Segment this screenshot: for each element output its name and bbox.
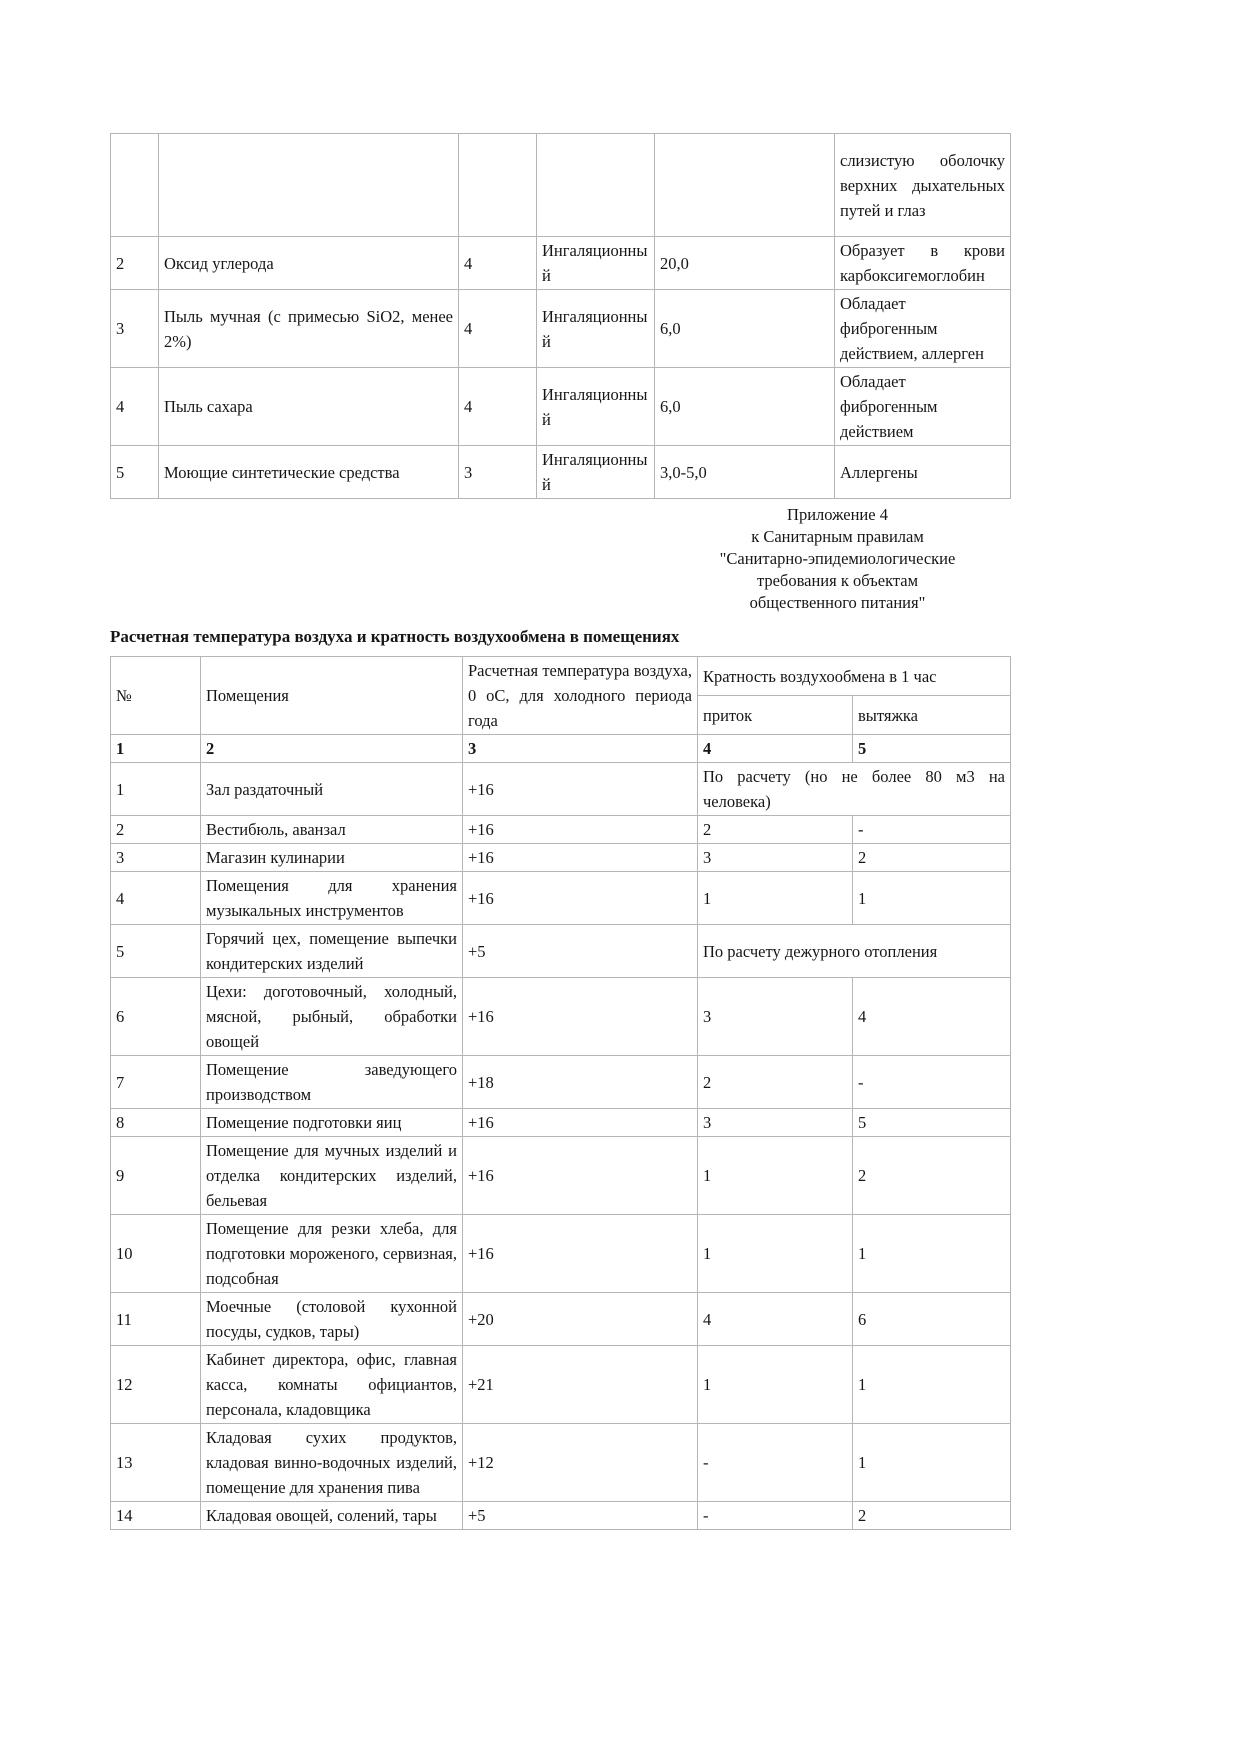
temperature-cell: +16 — [463, 763, 698, 816]
inflow-cell: 3 — [698, 844, 853, 872]
hazard-class-cell: 4 — [459, 237, 537, 290]
col-rooms-header: Помещения — [201, 657, 463, 735]
row-number-cell: 12 — [111, 1346, 201, 1424]
row-number-cell: 2 — [111, 816, 201, 844]
substance-name-cell: Пыль сахара — [159, 368, 459, 446]
column-index-cell: 4 — [698, 735, 853, 763]
column-index-cell: 5 — [853, 735, 1011, 763]
table-row — [111, 925, 1011, 978]
inflow-cell: - — [698, 1502, 853, 1530]
row-number-cell: 14 — [111, 1502, 201, 1530]
table-row — [111, 134, 1011, 237]
temperature-cell: +12 — [463, 1424, 698, 1502]
substance-name-cell: Пыль мучная (с примесью SiO2, менее 2%) — [159, 290, 459, 368]
ventilation-table — [110, 656, 1011, 1530]
exhaust-cell: 2 — [853, 1502, 1011, 1530]
row-number-cell: 5 — [111, 446, 159, 499]
page-content — [110, 133, 1010, 1530]
substance-name-cell: Оксид углерода — [159, 237, 459, 290]
exposure-route-cell: Ингаляционный — [537, 290, 655, 368]
temperature-cell: +20 — [463, 1293, 698, 1346]
row-number-cell: 11 — [111, 1293, 201, 1346]
limit-value-cell: 3,0-5,0 — [655, 446, 835, 499]
effect-cell: Обладает фиброгенным действием — [835, 368, 1011, 446]
table-row — [111, 844, 1011, 872]
appendix-line: требования к объектам — [756, 571, 919, 590]
temperature-cell: +18 — [463, 1056, 698, 1109]
temperature-cell: +16 — [463, 872, 698, 925]
temperature-cell: +16 — [463, 844, 698, 872]
substance-name-cell — [159, 134, 459, 237]
room-name-cell: Вестибюль, аванзал — [201, 816, 463, 844]
inflow-cell: 1 — [698, 1346, 853, 1424]
inflow-cell: 2 — [698, 1056, 853, 1109]
room-name-cell: Горячий цех, помещение выпечки кондитерских изделий — [201, 925, 463, 978]
temperature-cell: +5 — [463, 925, 698, 978]
exhaust-cell: 4 — [853, 978, 1011, 1056]
exposure-route-cell: Ингаляционный — [537, 237, 655, 290]
room-name-cell: Помещение для мучных изделий и отделка кондитерских изделий, бельевая — [201, 1137, 463, 1215]
inflow-cell: 4 — [698, 1293, 853, 1346]
temperature-cell: +21 — [463, 1346, 698, 1424]
exhaust-cell: 1 — [853, 1424, 1011, 1502]
room-name-cell: Кладовая сухих продуктов, кладовая винно-водочных изделий, помещение для хранения пива — [201, 1424, 463, 1502]
exhaust-cell: 6 — [853, 1293, 1011, 1346]
table-row — [111, 237, 1011, 290]
effect-cell: слизистую оболочку верхних дыхательных путей и глаз — [835, 134, 1011, 237]
merged-value-cell: По расчету (но не более 80 м3 на человека) — [698, 763, 1011, 816]
table-row — [111, 1056, 1011, 1109]
merged-value-cell: По расчету дежурного отопления — [698, 925, 1011, 978]
room-name-cell: Кабинет директора, офис, главная касса, комнаты официантов, персонала, кладовщика — [201, 1346, 463, 1424]
exposure-route-cell — [537, 134, 655, 237]
row-number-cell: 4 — [111, 872, 201, 925]
exhaust-cell: 2 — [853, 1137, 1011, 1215]
inflow-cell: 1 — [698, 872, 853, 925]
row-number-cell: 9 — [111, 1137, 201, 1215]
exhaust-cell: 1 — [853, 1346, 1011, 1424]
appendix-line: Приложение 4 — [787, 505, 888, 524]
appendix-line: "Санитарно-эпидемиологические — [719, 549, 956, 568]
exhaust-cell: 5 — [853, 1109, 1011, 1137]
exposure-route-cell: Ингаляционный — [537, 446, 655, 499]
table-row — [111, 763, 1011, 816]
exhaust-cell: 2 — [853, 844, 1011, 872]
temperature-cell: +16 — [463, 978, 698, 1056]
temperature-cell: +16 — [463, 1137, 698, 1215]
row-number-cell: 5 — [111, 925, 201, 978]
inflow-cell: 1 — [698, 1215, 853, 1293]
column-index-row — [111, 735, 1011, 763]
exhaust-cell: 1 — [853, 872, 1011, 925]
col-temperature-header: Расчетная температура воздуха, 0 оС, для холодного периода года — [463, 657, 698, 735]
temperature-cell: +16 — [463, 816, 698, 844]
hazard-class-cell: 4 — [459, 368, 537, 446]
table-row — [111, 978, 1011, 1056]
column-index-cell: 3 — [463, 735, 698, 763]
table-row — [111, 1293, 1011, 1346]
row-number-cell: 7 — [111, 1056, 201, 1109]
room-name-cell: Зал раздаточный — [201, 763, 463, 816]
room-name-cell: Цехи: доготовочный, холодный, мясной, рыбный, обработки овощей — [201, 978, 463, 1056]
temperature-cell: +5 — [463, 1502, 698, 1530]
row-number-cell: 4 — [111, 368, 159, 446]
hazard-class-cell: 3 — [459, 446, 537, 499]
hazard-class-cell: 4 — [459, 290, 537, 368]
room-name-cell: Помещение подготовки яиц — [201, 1109, 463, 1137]
limit-value-cell: 20,0 — [655, 237, 835, 290]
hazard-substances-table — [110, 133, 1011, 499]
appendix-line: к Санитарным правилам — [751, 527, 924, 546]
table-row — [111, 1109, 1011, 1137]
effect-cell: Обладает фиброгенным действием, аллерген — [835, 290, 1011, 368]
exhaust-cell: - — [853, 1056, 1011, 1109]
inflow-cell: 2 — [698, 816, 853, 844]
row-number-cell: 13 — [111, 1424, 201, 1502]
table-row — [111, 290, 1011, 368]
table-row — [111, 1424, 1011, 1502]
col-exchange-header: Кратность воздухообмена в 1 час — [698, 657, 1011, 696]
table-row — [111, 446, 1011, 499]
effect-cell: Аллергены — [835, 446, 1011, 499]
room-name-cell: Кладовая овощей, солений, тары — [201, 1502, 463, 1530]
row-number-cell: 3 — [111, 844, 201, 872]
row-number-cell — [111, 134, 159, 237]
room-name-cell: Помещения для хранения музыкальных инструментов — [201, 872, 463, 925]
table-row — [111, 1215, 1011, 1293]
col-inflow-header: приток — [698, 696, 853, 735]
col-num-header: № — [111, 657, 201, 735]
col-exhaust-header: вытяжка — [853, 696, 1011, 735]
temperature-cell: +16 — [463, 1109, 698, 1137]
exposure-route-cell: Ингаляционный — [537, 368, 655, 446]
substance-name-cell: Моющие синтетические средства — [159, 446, 459, 499]
column-index-cell: 1 — [111, 735, 201, 763]
inflow-cell: 1 — [698, 1137, 853, 1215]
table-row — [111, 872, 1011, 925]
section-heading: Расчетная температура воздуха и кратность воздухообмена в помещениях — [110, 627, 680, 646]
table-header-row — [111, 657, 1011, 696]
table-row — [111, 368, 1011, 446]
column-index-cell: 2 — [201, 735, 463, 763]
exhaust-cell: - — [853, 816, 1011, 844]
inflow-cell: 3 — [698, 1109, 853, 1137]
row-number-cell: 6 — [111, 978, 201, 1056]
row-number-cell: 3 — [111, 290, 159, 368]
room-name-cell: Моечные (столовой кухонной посуды, судков, тары) — [201, 1293, 463, 1346]
room-name-cell: Помещение заведующего производством — [201, 1056, 463, 1109]
limit-value-cell: 6,0 — [655, 290, 835, 368]
temperature-cell: +16 — [463, 1215, 698, 1293]
exhaust-cell: 1 — [853, 1215, 1011, 1293]
inflow-cell: - — [698, 1424, 853, 1502]
row-number-cell: 10 — [111, 1215, 201, 1293]
row-number-cell: 8 — [111, 1109, 201, 1137]
table-row — [111, 1502, 1011, 1530]
effect-cell: Образует в крови карбоксигемоглобин — [835, 237, 1011, 290]
table-row — [111, 1346, 1011, 1424]
appendix-line: общественного питания" — [749, 593, 926, 612]
hazard-class-cell — [459, 134, 537, 237]
appendix-reference — [665, 504, 1010, 614]
limit-value-cell — [655, 134, 835, 237]
inflow-cell: 3 — [698, 978, 853, 1056]
row-number-cell: 1 — [111, 763, 201, 816]
row-number-cell: 2 — [111, 237, 159, 290]
table-row — [111, 1137, 1011, 1215]
limit-value-cell: 6,0 — [655, 368, 835, 446]
room-name-cell: Магазин кулинарии — [201, 844, 463, 872]
room-name-cell: Помещение для резки хлеба, для подготовки мороженого, сервизная, подсобная — [201, 1215, 463, 1293]
table-row — [111, 816, 1011, 844]
